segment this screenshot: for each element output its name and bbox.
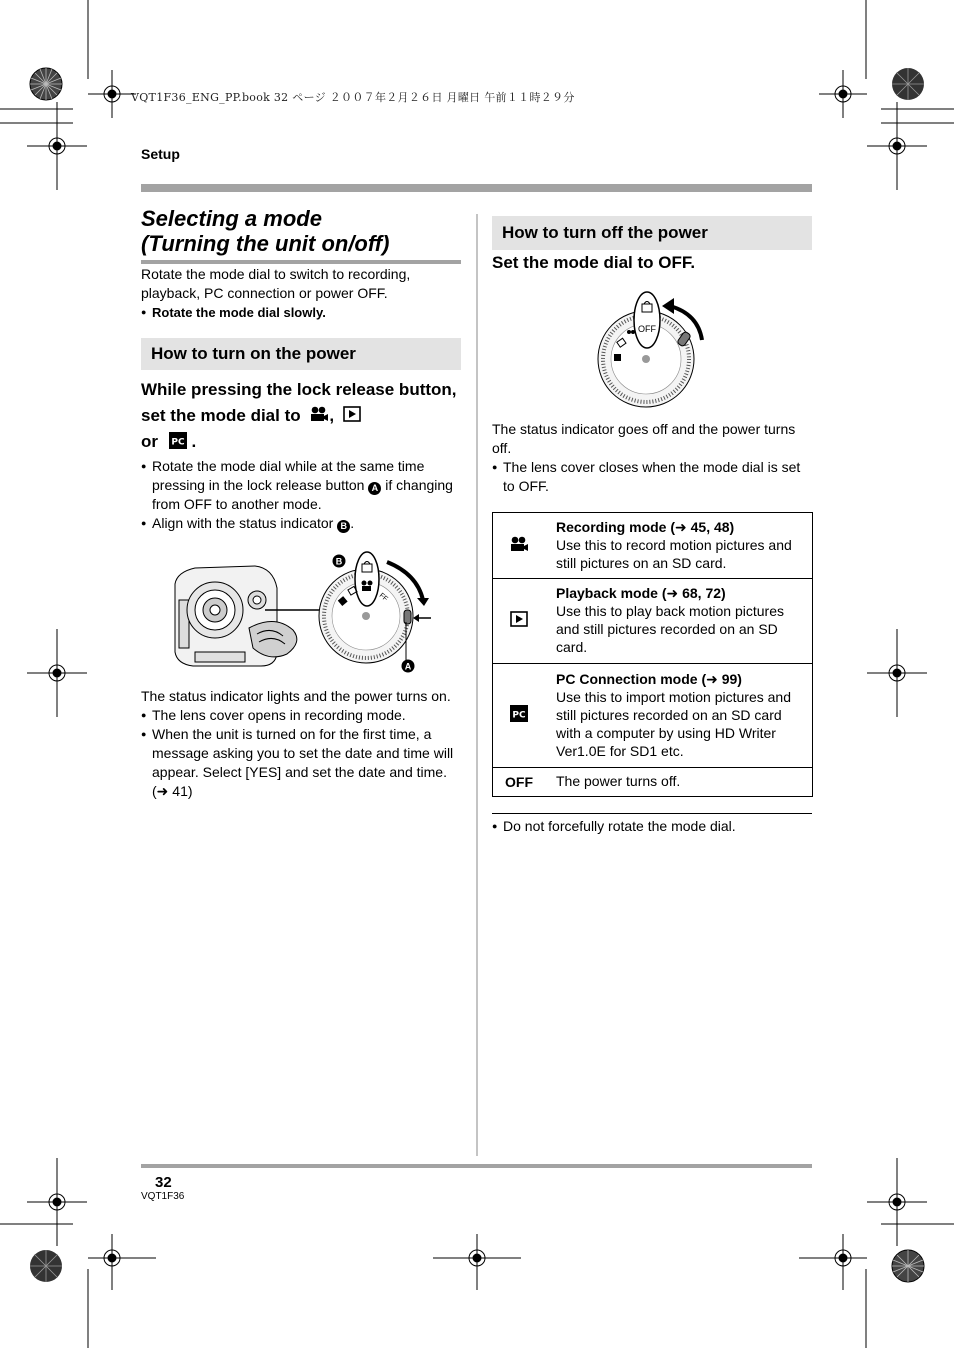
off-dial-label: OFF	[638, 324, 656, 334]
mode-desc-cell	[545, 579, 813, 664]
mode-icon-cell	[493, 579, 546, 664]
table-row	[493, 579, 813, 664]
turn-off-instruction: Set the mode dial to OFF.	[492, 253, 696, 272]
mode-title: Playback mode (➜ 68, 72)	[556, 585, 726, 601]
document-code: VQT1F36	[141, 1191, 185, 1202]
note-bullet: ● Do not forcefully rotate the mode dial.	[492, 817, 813, 836]
title-line-2: (Turning the unit on/off)	[141, 231, 390, 256]
playback-icon	[510, 611, 528, 627]
mode-icon-cell	[493, 513, 546, 579]
mode-title: PC Connection mode (➜ 99)	[556, 670, 742, 687]
pc-icon-glyph: PC	[512, 710, 526, 721]
mode-desc: Use this to record motion pictures and still pictures on an SD card.	[556, 536, 792, 571]
file-header-line: VQT1F36_ENG_PP.book 32 ページ ２００７年２月２６日 月曜日 午前１１時２９分	[131, 91, 575, 104]
mode-desc-cell	[545, 768, 813, 797]
title-line-1: Selecting a mode	[141, 206, 322, 231]
off-dial-illustration	[592, 288, 712, 412]
table-row	[493, 513, 813, 579]
turn-on-instruction-text: While pressing the lock release button, set the mode dial to	[141, 380, 457, 425]
turn-on-header: How to turn on the power	[141, 338, 461, 370]
bullet-2-text-b: .	[350, 515, 355, 531]
turn-on-bullet-2	[141, 514, 463, 533]
pc-icon	[510, 705, 528, 722]
turn-on-bullet-4: ● When the unit is turned on for the first time, a message asking you to set the date and time will appear. Select [YES] and set the date and time. (➜ 41)	[141, 725, 463, 801]
instruction-period: .	[191, 432, 197, 451]
turn-off-bullet-1: ● The lens cover closes when the mode dial is set to OFF.	[492, 458, 814, 496]
video-camera-icon	[509, 536, 529, 552]
off-label: OFF	[493, 768, 546, 797]
camera-dial-illustration	[165, 544, 450, 676]
top-rule	[141, 184, 812, 192]
bottom-rule	[141, 1164, 812, 1168]
mode-table	[492, 512, 813, 797]
turn-off-results	[492, 420, 814, 496]
pc-icon	[169, 432, 187, 449]
mode-desc-cell	[545, 513, 813, 579]
bullet-1-text-a: Rotate the mode dial while at the same time pressing in the lock release button	[152, 458, 425, 493]
page-number: 32	[155, 1174, 172, 1191]
turn-on-bullets	[141, 457, 463, 533]
mode-desc-cell	[545, 664, 813, 768]
mode-desc: Use this to play back motion pictures and still pictures recorded on an SD card.	[556, 603, 784, 655]
mode-icon-cell	[493, 664, 546, 768]
label-a-badge: A	[368, 482, 381, 495]
illustration-label-b: B	[335, 556, 343, 567]
mode-title: Recording mode (➜ 45, 48)	[556, 518, 735, 535]
note-rule	[492, 813, 812, 814]
turn-off-header: How to turn off the power	[492, 216, 812, 250]
bullet-2-text-a: Align with the status indicator	[152, 515, 334, 531]
label-b-badge: B	[337, 520, 350, 533]
table-row	[493, 664, 813, 768]
turn-on-instruction	[141, 377, 461, 455]
instruction-comma: ,	[329, 406, 335, 425]
turn-on-bullet-3: ● The lens cover opens in recording mode.	[141, 706, 463, 725]
turn-off-result: The status indicator goes off and the power turns off.	[492, 421, 796, 456]
intro-bullet: ● Rotate the mode dial slowly.	[141, 303, 461, 322]
bullet-1-text-b: if changing from OFF to another mode.	[152, 477, 453, 512]
column-divider	[476, 214, 478, 1156]
turn-on-bullet-1	[141, 457, 463, 514]
instruction-or: or	[141, 432, 158, 451]
intro-text: Rotate the mode dial to switch to recording, playback, PC connection or power OFF.	[141, 266, 411, 301]
table-row	[493, 768, 813, 797]
pc-icon-glyph: PC	[171, 437, 185, 448]
mode-desc: Use this to import motion pictures and still pictures recorded on an SD card with a computer by using HD Writer Ver1.0E for SD1 etc.	[556, 688, 791, 759]
title-rule	[141, 260, 461, 264]
section-label: Setup	[141, 146, 180, 162]
page-title	[141, 206, 461, 256]
intro-block	[141, 265, 461, 322]
turn-on-results	[141, 687, 463, 801]
playback-icon	[343, 406, 361, 422]
mode-desc: The power turns off.	[556, 773, 681, 789]
video-camera-icon	[309, 406, 329, 422]
turn-on-result: The status indicator lights and the power turns on.	[141, 688, 451, 704]
illustration-label-a: A	[404, 661, 412, 672]
svg-text:FF: FF	[377, 592, 389, 604]
